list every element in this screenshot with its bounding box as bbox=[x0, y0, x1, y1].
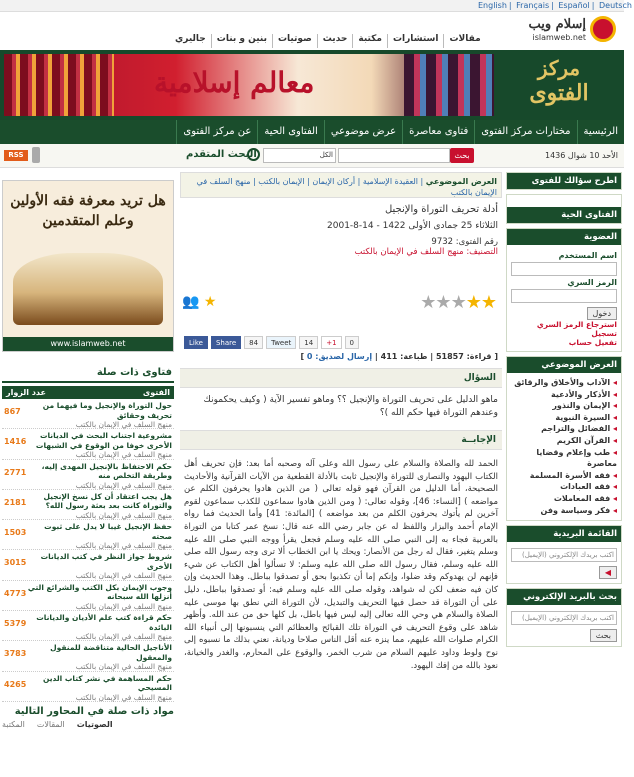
visitor-count: 867 bbox=[4, 407, 21, 416]
related-item-category: منهج السلف في الإيمان بالكتب bbox=[75, 692, 172, 702]
question-heading: السؤال bbox=[180, 368, 502, 388]
banner-site: www.islamweb.net bbox=[3, 337, 173, 351]
nav-hadith[interactable]: حديث bbox=[317, 34, 353, 48]
fatwa-content bbox=[180, 172, 502, 671]
library-banner[interactable] bbox=[2, 180, 174, 352]
share-count: 84 bbox=[244, 336, 263, 349]
related-item-category: منهج السلف في الإيمان بالكتب bbox=[75, 571, 172, 581]
topic-item[interactable]: ◂ الإيمان والنذور bbox=[511, 400, 617, 412]
fatwa-mail-heading: بحث بالبريد الإلكتروني bbox=[507, 589, 621, 605]
activate-link[interactable]: تفعيل حساب bbox=[568, 338, 617, 347]
related-item[interactable] bbox=[2, 581, 174, 611]
print-link[interactable]: طباعة: 411 bbox=[380, 352, 428, 361]
related-item-title[interactable]: مشروعية اجتناب البحث في الديانات الأخرى خوفا من الوقوع في الشبهات bbox=[35, 431, 172, 450]
user-add-icon[interactable]: 👥 bbox=[182, 294, 200, 310]
search-row bbox=[0, 144, 624, 168]
related-item-text[interactable] bbox=[26, 431, 172, 460]
visitor-count: 2181 bbox=[4, 497, 27, 507]
logo-mark-icon bbox=[590, 16, 616, 42]
star-empty-icon[interactable]: ★★★ bbox=[420, 292, 466, 313]
related-item-title[interactable]: هل يجب اعتقاد أن كل نسخ الإنجيل والتوراة كانت بعد بعثة رسول الله؟ bbox=[43, 491, 172, 511]
read-count: قراءة: 51857 bbox=[435, 352, 492, 361]
related-table-header bbox=[2, 386, 174, 399]
password-label: الرمز السري bbox=[567, 278, 617, 287]
topic-item[interactable]: ◂ فقه الأسرة المسلمة bbox=[511, 470, 617, 482]
newsletter-box bbox=[506, 525, 622, 584]
related-item-text[interactable] bbox=[26, 674, 172, 703]
materials-tabs bbox=[2, 720, 174, 729]
top-bar bbox=[0, 0, 632, 12]
star-filled-icon[interactable]: ★★ bbox=[465, 292, 496, 313]
related-item-title[interactable]: حكم قراءة كتب علم الأديان والديانات البائدة bbox=[36, 613, 172, 632]
fatwa-category[interactable]: التصنيف: منهج السلف في الإيمان بالكتب bbox=[354, 247, 498, 257]
visitor-count: 2771 bbox=[4, 467, 27, 477]
banner-question: هل تريد معرفة فقه الأولين وعلم المتقدمين bbox=[10, 193, 166, 229]
visitor-count: 1416 bbox=[4, 437, 27, 447]
related-item-text[interactable] bbox=[26, 643, 172, 672]
related-item-category: منهج السلف في الإيمان بالكتب bbox=[75, 510, 172, 520]
fatwa-stats: [ قراءة: 51857 | طباعة: 411 | إرسال لصديق: 0 ] bbox=[300, 352, 498, 361]
topic-item[interactable]: ◂ فكر وسياسة وفن bbox=[511, 505, 617, 517]
newsletter-submit-button[interactable]: ◀ bbox=[599, 566, 617, 579]
search-icon[interactable] bbox=[247, 148, 260, 161]
related-item-title[interactable]: حكم المساهمة في نشر كتاب الدين المسيحي bbox=[42, 673, 172, 693]
lang-french[interactable]: Français bbox=[516, 1, 550, 10]
answer-text: الحمد لله والصلاة والسلام على رسول الله وعلى آله وصحبه أما بعد: فإن تحريف أهل الكتاب اليهود والنصارى للتوراة والإنجيل ثابت بالأدلة القطعية من الآيات القرآنية والأحاديث الصحيحة، أما الدليل من القرآن فهو قوله تعالى ( من الذين هادوا يحرفون الكلم عن مواضعه ) [النساء: 46]، وقوله تعالى: ( ومن الذين هادوا سماعون للكذب سماعون لقوم آخرين لم يأتوك يحرفون الكلم من بعد مواضعه ) [المائدة: 41] وأما الحديث فما رواه الإمام أحمد والبزار واللفظ له عن جابر رضي الله عنه قال: نسخ عمر كتابا من التوراة بالعربية فجاء به إلى النبي صلى الله عليه وسلم فجعل يقرأ ووجه النبي صلى الله عليه وسلم يتغير، فقال له رجل من الأنصار: ويحك يا ابن الخطاب ألا ترى وجه رسول الله صلى الله عليه وسلم، فقال رسول الله صلى الله عليه وسلم: لا تسألوا أهل الكتاب عن شيء فإنهم لن يهدوكم وقد ضلوا، وإنكم إما أن تكذبوا بحق أو تصدقوا بباطل. وهذا الحديث وإن كان فيه ضعف لكن له شواهد، وقوله صلى الله عليه وسلم فيه: أو تصدقوا بباطل، دليل على أن التوراة قد حصل فيها التحريف والتبديل، لأن التوراة التي نطق بها موسى عليه الصلاة والسلام هي وحي الله تعالى إليه ليس فيها باطل، بل كلها حق من عند الله. وأظهر شاهد على وقوع التحريف في التوراة تلك القبائح والعظائم التي ينسبونها إلى أنبياء الله الكرام صلوات الله عليهم، مما ينزه عنه أقل الناس صلاحا وديانة، نعني بذلك ما نسبوه إلى نوح ولوط وداود عليهم السلام من شرب الخمر، والوقوع على المحارم، والغدر والخيانة، نعوذ بالله من إفك اليهود. bbox=[184, 459, 498, 671]
related-item[interactable] bbox=[2, 429, 174, 459]
tab-library[interactable]: المكتبة bbox=[2, 719, 25, 729]
visitor-count: 4265 bbox=[4, 679, 27, 689]
language-links: English | Français | Español | Deutsch bbox=[478, 1, 632, 10]
related-item[interactable] bbox=[2, 672, 174, 702]
favorite-star-icon[interactable]: ★ bbox=[203, 294, 217, 310]
nav-about[interactable]: عن مركز الفتوى bbox=[176, 120, 257, 144]
advanced-search-link[interactable]: البحث المتقدم bbox=[186, 149, 257, 160]
logo-name: إسلام ويب bbox=[528, 17, 586, 32]
related-item-category: منهج السلف في الإيمان بالكتب bbox=[75, 420, 172, 429]
related-item[interactable] bbox=[2, 641, 174, 671]
related-item-text[interactable] bbox=[26, 613, 172, 642]
topic-item[interactable]: ◂ طب وإعلام وقضايا معاصرة bbox=[511, 447, 617, 470]
nav-gallery[interactable]: جاليري bbox=[175, 34, 206, 44]
related-item[interactable] bbox=[2, 550, 174, 580]
main-nav bbox=[0, 120, 624, 144]
left-sidebar bbox=[2, 180, 174, 729]
facebook-like-button[interactable]: Like bbox=[184, 336, 208, 349]
social-buttons bbox=[184, 336, 359, 350]
ask-box bbox=[506, 172, 622, 190]
user-icons bbox=[182, 294, 216, 310]
related-item-title[interactable]: حول التوراة والإنجيل وما فيهما من تحريف وحقائق bbox=[42, 401, 172, 420]
related-item[interactable] bbox=[2, 490, 174, 520]
site-logo[interactable] bbox=[506, 16, 616, 44]
fatwa-date: الثلاثاء 25 جمادى الأولى 1422 - 14-8-2001 bbox=[327, 221, 498, 231]
fatwa-center-brand[interactable] bbox=[500, 56, 618, 114]
live-fatwa-link[interactable]: الفتاوى الحية bbox=[507, 207, 621, 223]
stained-glass-image bbox=[4, 54, 114, 116]
fatwa-mail-box bbox=[506, 588, 622, 647]
nav-audio[interactable]: صوتيات bbox=[272, 34, 317, 48]
topic-item[interactable]: ◂ فقه العبادات bbox=[511, 481, 617, 493]
col-visitors: عدد الزوار bbox=[6, 388, 47, 397]
topics-box bbox=[506, 356, 622, 521]
question-text: ماهو الدليل على تحريف التوراة والإنجيل ؟؟ وماهو تفسير الآية ( وكيف يحكمونك وعندهم التوراة فيها حكم الله )؟ bbox=[203, 395, 498, 418]
more-materials-title: مواد ذات صلة في المحاور التالية bbox=[14, 705, 174, 717]
right-sidebar bbox=[506, 172, 622, 651]
related-item[interactable] bbox=[2, 399, 174, 429]
logo-domain: islamweb.net bbox=[532, 33, 586, 42]
visitor-count: 4773 bbox=[4, 588, 27, 598]
nav-youth[interactable]: بنين و بنات bbox=[211, 34, 272, 48]
related-item-title[interactable]: حكم الاحتفاظ بالإنجيل المهدى إليه، وطريقة التخلص منه bbox=[41, 461, 172, 481]
related-item-text[interactable] bbox=[26, 462, 172, 491]
brand-line-2: الفتوى bbox=[529, 80, 589, 106]
tab-articles[interactable]: المقالات bbox=[36, 719, 65, 729]
fatwa-number: رقم الفتوى: 9732 bbox=[431, 237, 498, 247]
banner-title: معالم إسلامية bbox=[154, 66, 315, 99]
lang-spanish[interactable]: Español bbox=[558, 1, 590, 10]
ask-question-link[interactable]: اطرح سؤالك للفتوى bbox=[507, 173, 621, 189]
topic-item[interactable]: ◂ فقه المعاملات bbox=[511, 493, 617, 505]
col-fatwa: الفتوى bbox=[142, 388, 170, 397]
password-input[interactable] bbox=[511, 289, 617, 303]
newsletter-email-input[interactable]: اكتب بريدك الإلكتروني (الإيميل) bbox=[511, 548, 617, 562]
tweet-button[interactable]: Tweet bbox=[266, 336, 296, 349]
banner-image[interactable] bbox=[4, 54, 494, 116]
topic-item[interactable]: ◂ الآداب والأخلاق والرقائق bbox=[511, 377, 617, 389]
gplus-count: 0 bbox=[345, 336, 359, 349]
tab-audio[interactable]: الصوتيات bbox=[76, 719, 113, 729]
brand-line-1: مركز bbox=[537, 56, 581, 80]
related-item-category: منهج السلف في الإيمان بالكتب bbox=[75, 480, 172, 490]
related-item-text[interactable] bbox=[26, 583, 172, 612]
nav-consultations[interactable]: استشارات bbox=[387, 34, 443, 48]
facebook-share-button[interactable]: Share bbox=[211, 336, 241, 349]
membership-heading: العضوية bbox=[507, 229, 621, 245]
send-friend-link[interactable]: إرسال لصديق: 0 bbox=[306, 352, 373, 361]
related-item-text[interactable] bbox=[26, 552, 172, 581]
fatwa-mail-input[interactable]: اكتب بريدك الإلكتروني (الإيميل) bbox=[511, 611, 617, 625]
related-item-text[interactable] bbox=[26, 492, 172, 521]
related-item[interactable] bbox=[2, 611, 174, 641]
topic-item[interactable]: ◂ القرآن الكريم bbox=[511, 435, 617, 447]
related-item-title[interactable]: شروط جواز النظر في كتب الديانات الأخرى bbox=[40, 552, 172, 571]
username-input[interactable] bbox=[511, 262, 617, 276]
answer-heading: الإجابــة bbox=[180, 430, 502, 450]
related-list bbox=[2, 399, 174, 702]
lang-english[interactable]: English bbox=[478, 1, 507, 10]
visitor-count: 1503 bbox=[4, 528, 27, 538]
window-image bbox=[404, 54, 494, 116]
nav-library[interactable]: مكتبة bbox=[352, 34, 387, 48]
top-nav bbox=[170, 34, 486, 48]
related-item-text[interactable] bbox=[26, 522, 172, 551]
current-date: الأحد 10 شوال 1436 bbox=[545, 151, 618, 160]
username-label: اسم المستخدم bbox=[558, 251, 617, 260]
nav-contemporary[interactable]: فتاوى معاصرة bbox=[402, 120, 474, 144]
related-title: فتاوى ذات صلة bbox=[2, 364, 174, 383]
nav-selected[interactable]: مختارات مركز الفتوى bbox=[474, 120, 576, 144]
gplus-button[interactable]: +1 bbox=[321, 336, 341, 349]
live-box bbox=[506, 194, 622, 224]
fatwa-header bbox=[180, 198, 502, 282]
related-item-category: منهج السلف في الإيمان بالكتب bbox=[75, 601, 172, 611]
related-item-title[interactable]: وجوب الإيمان بكل الكتب والشرائع التي أنزلها الله سبحانه bbox=[27, 582, 172, 602]
nav-topical[interactable]: عرض موضوعي bbox=[324, 120, 402, 144]
topics-heading: العرض الموضوعي bbox=[507, 357, 621, 373]
related-item-text[interactable] bbox=[26, 401, 172, 430]
related-fatwas bbox=[2, 364, 174, 702]
nav-articles[interactable]: مقالات bbox=[443, 34, 485, 48]
tweet-count: 14 bbox=[299, 336, 318, 349]
login-button[interactable]: دخول bbox=[587, 307, 617, 320]
site-header bbox=[0, 12, 624, 46]
related-item-category: منهج السلف في الإيمان بالكتب bbox=[75, 450, 172, 460]
related-item-category: منهج السلف في الإيمان بالكتب bbox=[75, 632, 172, 642]
related-item[interactable] bbox=[2, 460, 174, 490]
fatwa-mail-search-button[interactable]: بحث bbox=[590, 629, 617, 642]
open-book-image bbox=[13, 253, 163, 325]
related-item-title[interactable]: حفظ الإنجيل غيبا لا يدل على ثبوت صحته bbox=[44, 522, 172, 541]
visitor-count: 5379 bbox=[4, 619, 27, 629]
topic-item[interactable]: ◂ الأذكار والأدعية bbox=[511, 389, 617, 401]
nav-home[interactable]: الرئيسية bbox=[577, 120, 624, 144]
related-item-title[interactable]: الأناجيل الحالية متناقضة للمنقول والمعقول bbox=[50, 643, 172, 662]
related-item-category: منهج السلف في الإيمان بالكتب bbox=[75, 541, 172, 551]
membership-box bbox=[506, 228, 622, 352]
breadcrumb-head[interactable]: العرض الموضوعي bbox=[425, 177, 497, 186]
breadcrumb-path[interactable]: العقيدة الإسلامية | أركان الإيمان | الإيمان بالكتب | منهج السلف في الإيمان بالكتب bbox=[196, 177, 497, 197]
related-item-category: منهج السلف في الإيمان بالكتب bbox=[75, 662, 172, 672]
register-link[interactable]: تسجيل bbox=[591, 329, 617, 338]
topic-item[interactable]: ◂ السيرة النبوية bbox=[511, 412, 617, 424]
nav-live[interactable]: الفتاوى الحية bbox=[257, 120, 323, 144]
banner bbox=[0, 50, 624, 120]
search-button[interactable]: بحث bbox=[450, 148, 474, 163]
topic-item[interactable]: ◂ الفضائل والتراجم bbox=[511, 423, 617, 435]
search-scope-select[interactable]: الكل bbox=[263, 148, 336, 163]
search-input[interactable] bbox=[338, 148, 450, 163]
recover-password-link[interactable]: استرجاع الرمز السري bbox=[536, 320, 617, 329]
mobile-icon[interactable] bbox=[32, 147, 40, 163]
lang-german[interactable]: Deutsch bbox=[599, 1, 632, 10]
rating-stars[interactable] bbox=[420, 292, 496, 313]
visitor-count: 3015 bbox=[4, 558, 27, 568]
rss-button[interactable]: RSS bbox=[4, 150, 28, 161]
newsletter-heading: القائمة البريدية bbox=[507, 526, 621, 542]
related-item[interactable] bbox=[2, 520, 174, 550]
breadcrumb: العرض الموضوعي | العقيدة الإسلامية | أركان الإيمان | الإيمان بالكتب | منهج السلف في الإيمان بالكتب bbox=[180, 172, 502, 198]
fatwa-title: أدلة تحريف التوراة والإنجيل bbox=[384, 204, 498, 215]
visitor-count: 3783 bbox=[4, 649, 27, 659]
